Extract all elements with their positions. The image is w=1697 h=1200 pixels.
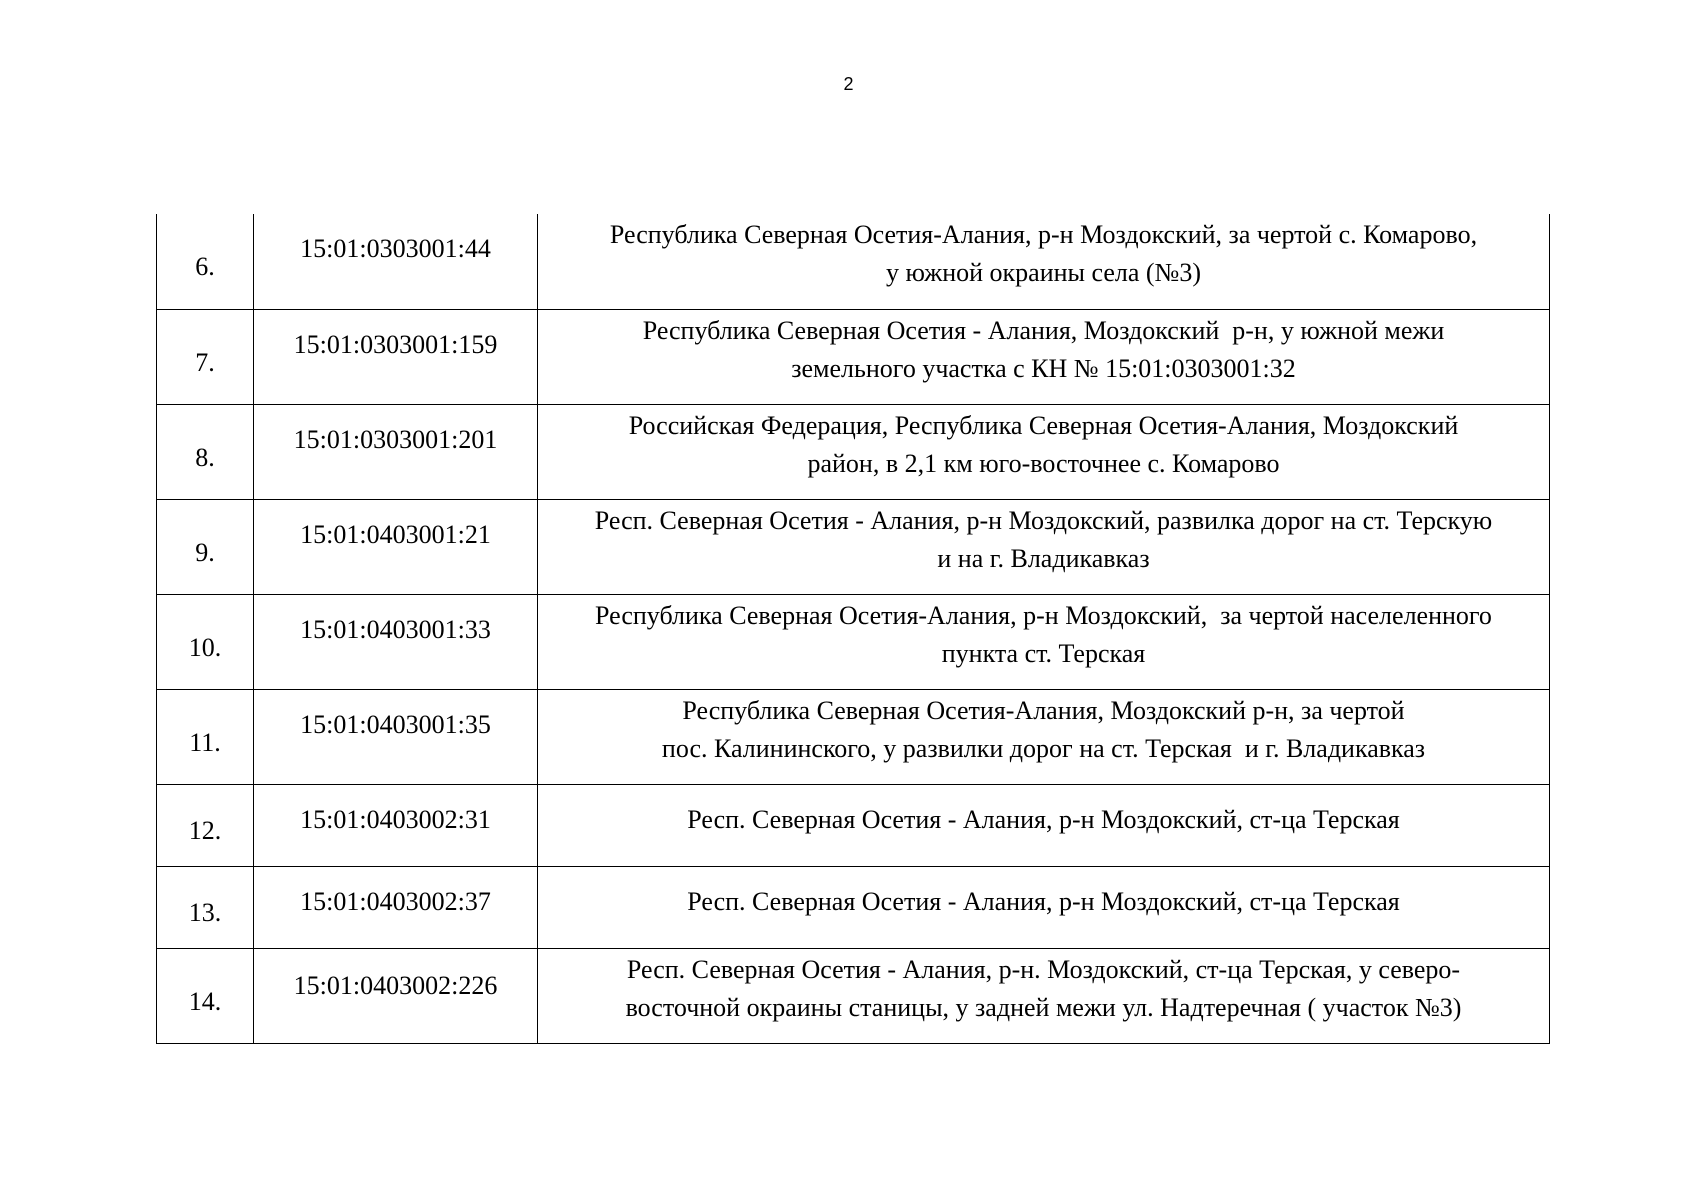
table-row <box>157 499 1550 594</box>
page-number: 2 <box>843 74 854 94</box>
address-cell <box>538 214 1550 309</box>
row-number: 6. <box>157 214 254 309</box>
address-line: Респ. Северная Осетия - Алания, р-н. Моздокский, ст-ца Терская, у северо- <box>626 954 1461 984</box>
address-cell <box>538 309 1550 404</box>
row-number: 14. <box>157 948 254 1043</box>
table-row <box>157 404 1550 499</box>
cadastral-number: 15:01:0403001:21 <box>254 499 538 594</box>
table-row <box>157 594 1550 689</box>
cadastral-number: 15:01:0303001:44 <box>254 214 538 309</box>
row-number: 12. <box>157 784 254 866</box>
table-row <box>157 784 1550 866</box>
address-cell <box>538 499 1550 594</box>
address-line: Республика Северная Осетия - Алания, Моздокский р-н, у южной межи <box>642 315 1445 345</box>
cadastral-number: 15:01:0303001:159 <box>254 309 538 404</box>
address-line: Республика Северная Осетия-Алания, Моздокский р-н, за чертой <box>682 695 1405 725</box>
address-cell <box>538 948 1550 1043</box>
address-line: Российская Федерация, Республика Северная Осетия-Алания, Моздокский <box>628 410 1459 440</box>
row-number: 13. <box>157 866 254 948</box>
address-line: Республика Северная Осетия-Алания, р-н Моздокский, за чертой населеленного <box>595 600 1492 630</box>
address-cell <box>538 689 1550 784</box>
address-cell <box>538 866 1550 948</box>
cadastral-number: 15:01:0403001:33 <box>254 594 538 689</box>
address-line: Респ. Северная Осетия - Алания, р-н Моздокский, ст-ца Терская <box>687 804 1400 834</box>
address-line: земельного участка с КН № 15:01:0303001:32 <box>791 353 1296 383</box>
table-row <box>157 948 1550 1043</box>
address-line: район, в 2,1 км юго-восточнее с. Комарово <box>807 448 1280 478</box>
address-line: восточной окраины станицы, у задней межи ул. Надтеречная ( участок №3) <box>625 992 1462 1022</box>
table-row <box>157 214 1550 309</box>
address-line: пос. Калининского, у развилки дорог на ст. Терская и г. Владикавказ <box>661 733 1426 763</box>
address-cell <box>538 594 1550 689</box>
address-line: Республика Северная Осетия-Алания, р-н Моздокский, за чертой с. Комарово, <box>609 220 1478 249</box>
table-row <box>157 309 1550 404</box>
cadastral-number: 15:01:0403002:31 <box>254 784 538 866</box>
address-line: и на г. Владикавказ <box>937 543 1150 573</box>
address-line: пункта ст. Терская <box>941 638 1146 668</box>
cadastral-number: 15:01:0403002:37 <box>254 866 538 948</box>
table-row <box>157 866 1550 948</box>
address-cell <box>538 404 1550 499</box>
land-plots-table <box>156 214 1550 1044</box>
row-number: 11. <box>157 689 254 784</box>
row-number: 9. <box>157 499 254 594</box>
address-line: Респ. Северная Осетия - Алания, р-н Моздокский, развилка дорог на ст. Терскую <box>594 505 1493 535</box>
address-line: Респ. Северная Осетия - Алания, р-н Моздокский, ст-ца Терская <box>687 886 1400 916</box>
cadastral-number: 15:01:0303001:201 <box>254 404 538 499</box>
address-line: у южной окраины села (№3) <box>885 258 1202 287</box>
table-row <box>157 689 1550 784</box>
row-number: 10. <box>157 594 254 689</box>
address-cell <box>538 784 1550 866</box>
cadastral-number: 15:01:0403002:226 <box>254 948 538 1043</box>
row-number: 8. <box>157 404 254 499</box>
row-number: 7. <box>157 309 254 404</box>
cadastral-number: 15:01:0403001:35 <box>254 689 538 784</box>
